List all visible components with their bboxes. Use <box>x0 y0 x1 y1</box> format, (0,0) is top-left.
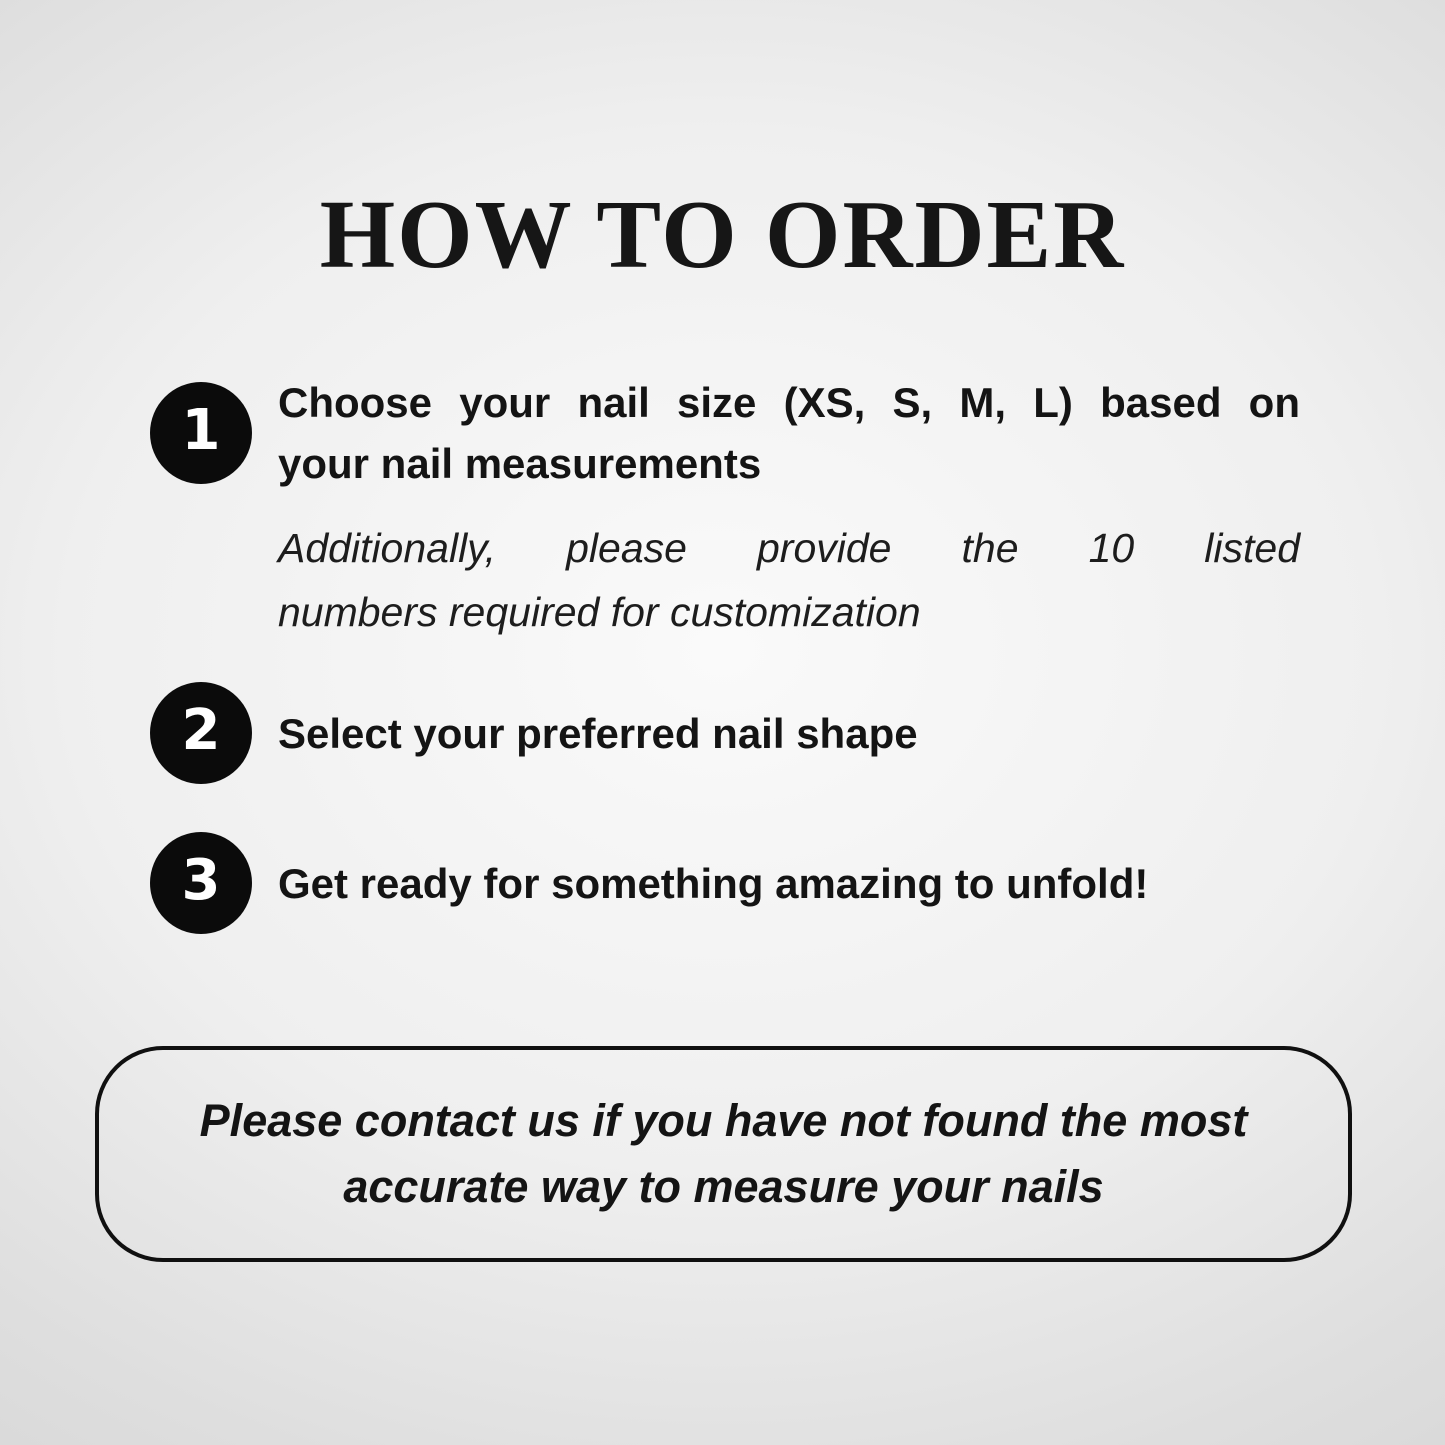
step-1-note <box>278 516 1300 644</box>
step-1-text-line-2: your nail measurements <box>278 440 762 487</box>
step-1-row <box>150 372 1310 494</box>
contact-note-line-2: accurate way to measure your nails <box>343 1161 1104 1212</box>
step-1-number-badge <box>150 382 252 484</box>
step-2-number: 2 <box>181 698 221 763</box>
step-1-text <box>278 372 1300 494</box>
step-3-text <box>278 853 1300 914</box>
step-3-text-line-1: Get ready for something amazing to unfold! <box>278 859 1149 907</box>
steps-list <box>150 372 1310 934</box>
step-3-row <box>150 832 1310 934</box>
step-3-number: 3 <box>181 848 221 913</box>
step-2 <box>150 682 1310 784</box>
step-1 <box>150 372 1310 644</box>
step-1-note-line-2: numbers required for customization <box>278 589 921 635</box>
step-2-text-line-1: Select your preferred nail shape <box>278 709 918 757</box>
step-3 <box>150 832 1310 934</box>
step-2-text <box>278 703 1300 764</box>
step-2-number-badge <box>150 682 252 784</box>
contact-note-line-1: Please contact us if you have not found the most <box>199 1095 1248 1146</box>
contact-note-box <box>95 1046 1352 1262</box>
step-3-number-badge <box>150 832 252 934</box>
step-1-number: 1 <box>181 398 221 463</box>
step-1-note-line-1: Additionally, please provide the 10 listed <box>278 525 1300 571</box>
step-1-text-line-1: Choose your nail size (XS, S, M, L) based on <box>278 379 1300 426</box>
page-title: HOW TO ORDER <box>319 181 1126 288</box>
step-2-row <box>150 682 1310 784</box>
